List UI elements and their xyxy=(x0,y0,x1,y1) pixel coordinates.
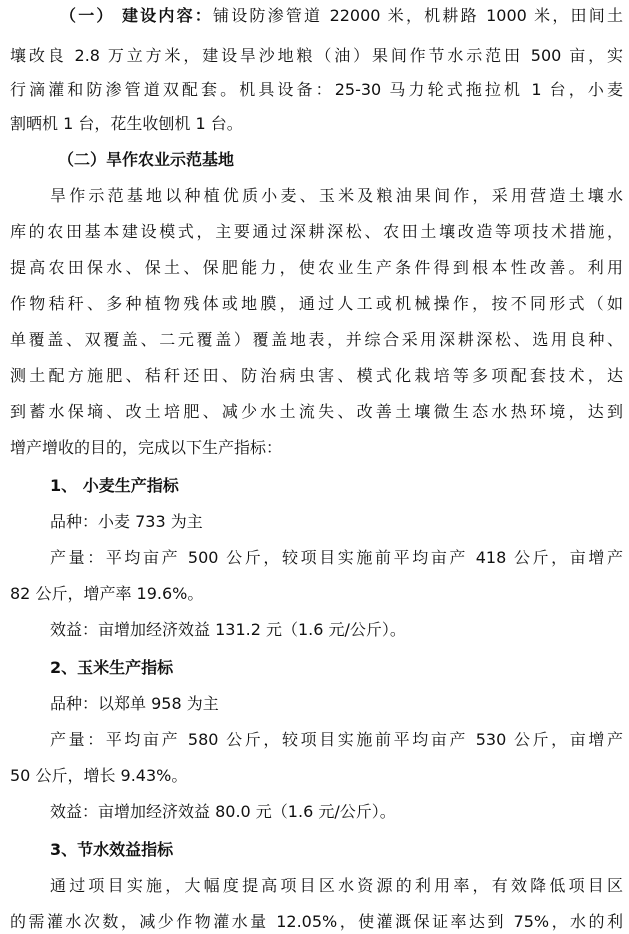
section1-label: （一） xyxy=(60,6,115,25)
section2-title: （二）旱作农业示范基地 xyxy=(58,150,235,169)
section2-line-4: 作物秸秆、多种植物残体或地膜，通过人工或机械操作，按不同形式（如 xyxy=(10,294,623,313)
section2-line-3: 提高农田保水、保土、保肥能力，使农业生产条件得到根本性改善。利用 xyxy=(10,258,623,277)
wheat-heading: 1、 小麦生产指标 xyxy=(50,476,179,495)
section2-line-7: 到蓄水保墒、改土培肥、减少水土流失、改善土壤微生态水热环境，达到 xyxy=(10,402,623,421)
section1-line-3: 割晒机 1 台，花生收刨机 1 台。 xyxy=(10,114,243,133)
section2-line-2: 库的农田基本建设模式，主要通过深耕深松、农田土壤改造等项技术措施， xyxy=(10,222,623,241)
section1-line-2: 行滴灌和防渗管道双配套。机具设备：25-30 马力轮式拖拉机 1 台，小麦 xyxy=(10,80,623,99)
corn-yield-line-1: 产量：平均亩产 580 公斤，较项目实施前平均亩产 530 公斤，亩增产 xyxy=(50,730,623,749)
section2-line-8: 增产增收的目的，完成以下生产指标： xyxy=(10,438,283,457)
section1-line-1: 壤改良 2.8 万立方米，建设旱沙地粮（油）果间作节水示范田 500 亩，实 xyxy=(10,46,623,65)
wheat-variety: 品种：小麦 733 为主 xyxy=(50,512,203,531)
corn-benefit: 效益：亩增加经济效益 80.0 元（1.6 元/公斤）。 xyxy=(50,802,396,821)
section2-line-5: 单覆盖、双覆盖、二元覆盖）覆盖地表，并综合采用深耕深松、选用良种、 xyxy=(10,330,623,349)
wheat-yield-line-2: 82 公斤，增产率 19.6%。 xyxy=(10,584,204,603)
corn-heading: 2、玉米生产指标 xyxy=(50,658,174,677)
section2-line-6: 测土配方施肥、秸秆还田、防治病虫害、模式化栽培等多项配套技术，达 xyxy=(10,366,623,385)
section2-line-1: 旱作示范基地以种植优质小麦、玉米及粮油果间作，采用营造土壤水 xyxy=(50,186,623,205)
wheat-yield-line-1: 产量：平均亩产 500 公斤，较项目实施前平均亩产 418 公斤，亩增产 xyxy=(50,548,623,567)
corn-yield-line-2: 50 公斤，增长 9.43%。 xyxy=(10,766,188,785)
section1-first-line xyxy=(10,6,623,26)
water-line-2: 的需灌水次数，减少作物灌水量 12.05%，使灌溉保证率达到 75%，水的利 xyxy=(10,912,623,931)
corn-variety: 品种：以郑单 958 为主 xyxy=(50,694,219,713)
water-line-1: 通过项目实施，大幅度提高项目区水资源的利用率，有效降低项目区 xyxy=(50,876,623,895)
section1-body-first: 铺设防渗管道 22000 米，机耕路 1000 米，田间土 xyxy=(213,6,623,25)
section1-title: 建设内容： xyxy=(121,6,213,25)
water-heading: 3、节水效益指标 xyxy=(50,840,174,859)
wheat-benefit: 效益：亩增加经济效益 131.2 元（1.6 元/公斤）。 xyxy=(50,620,406,639)
